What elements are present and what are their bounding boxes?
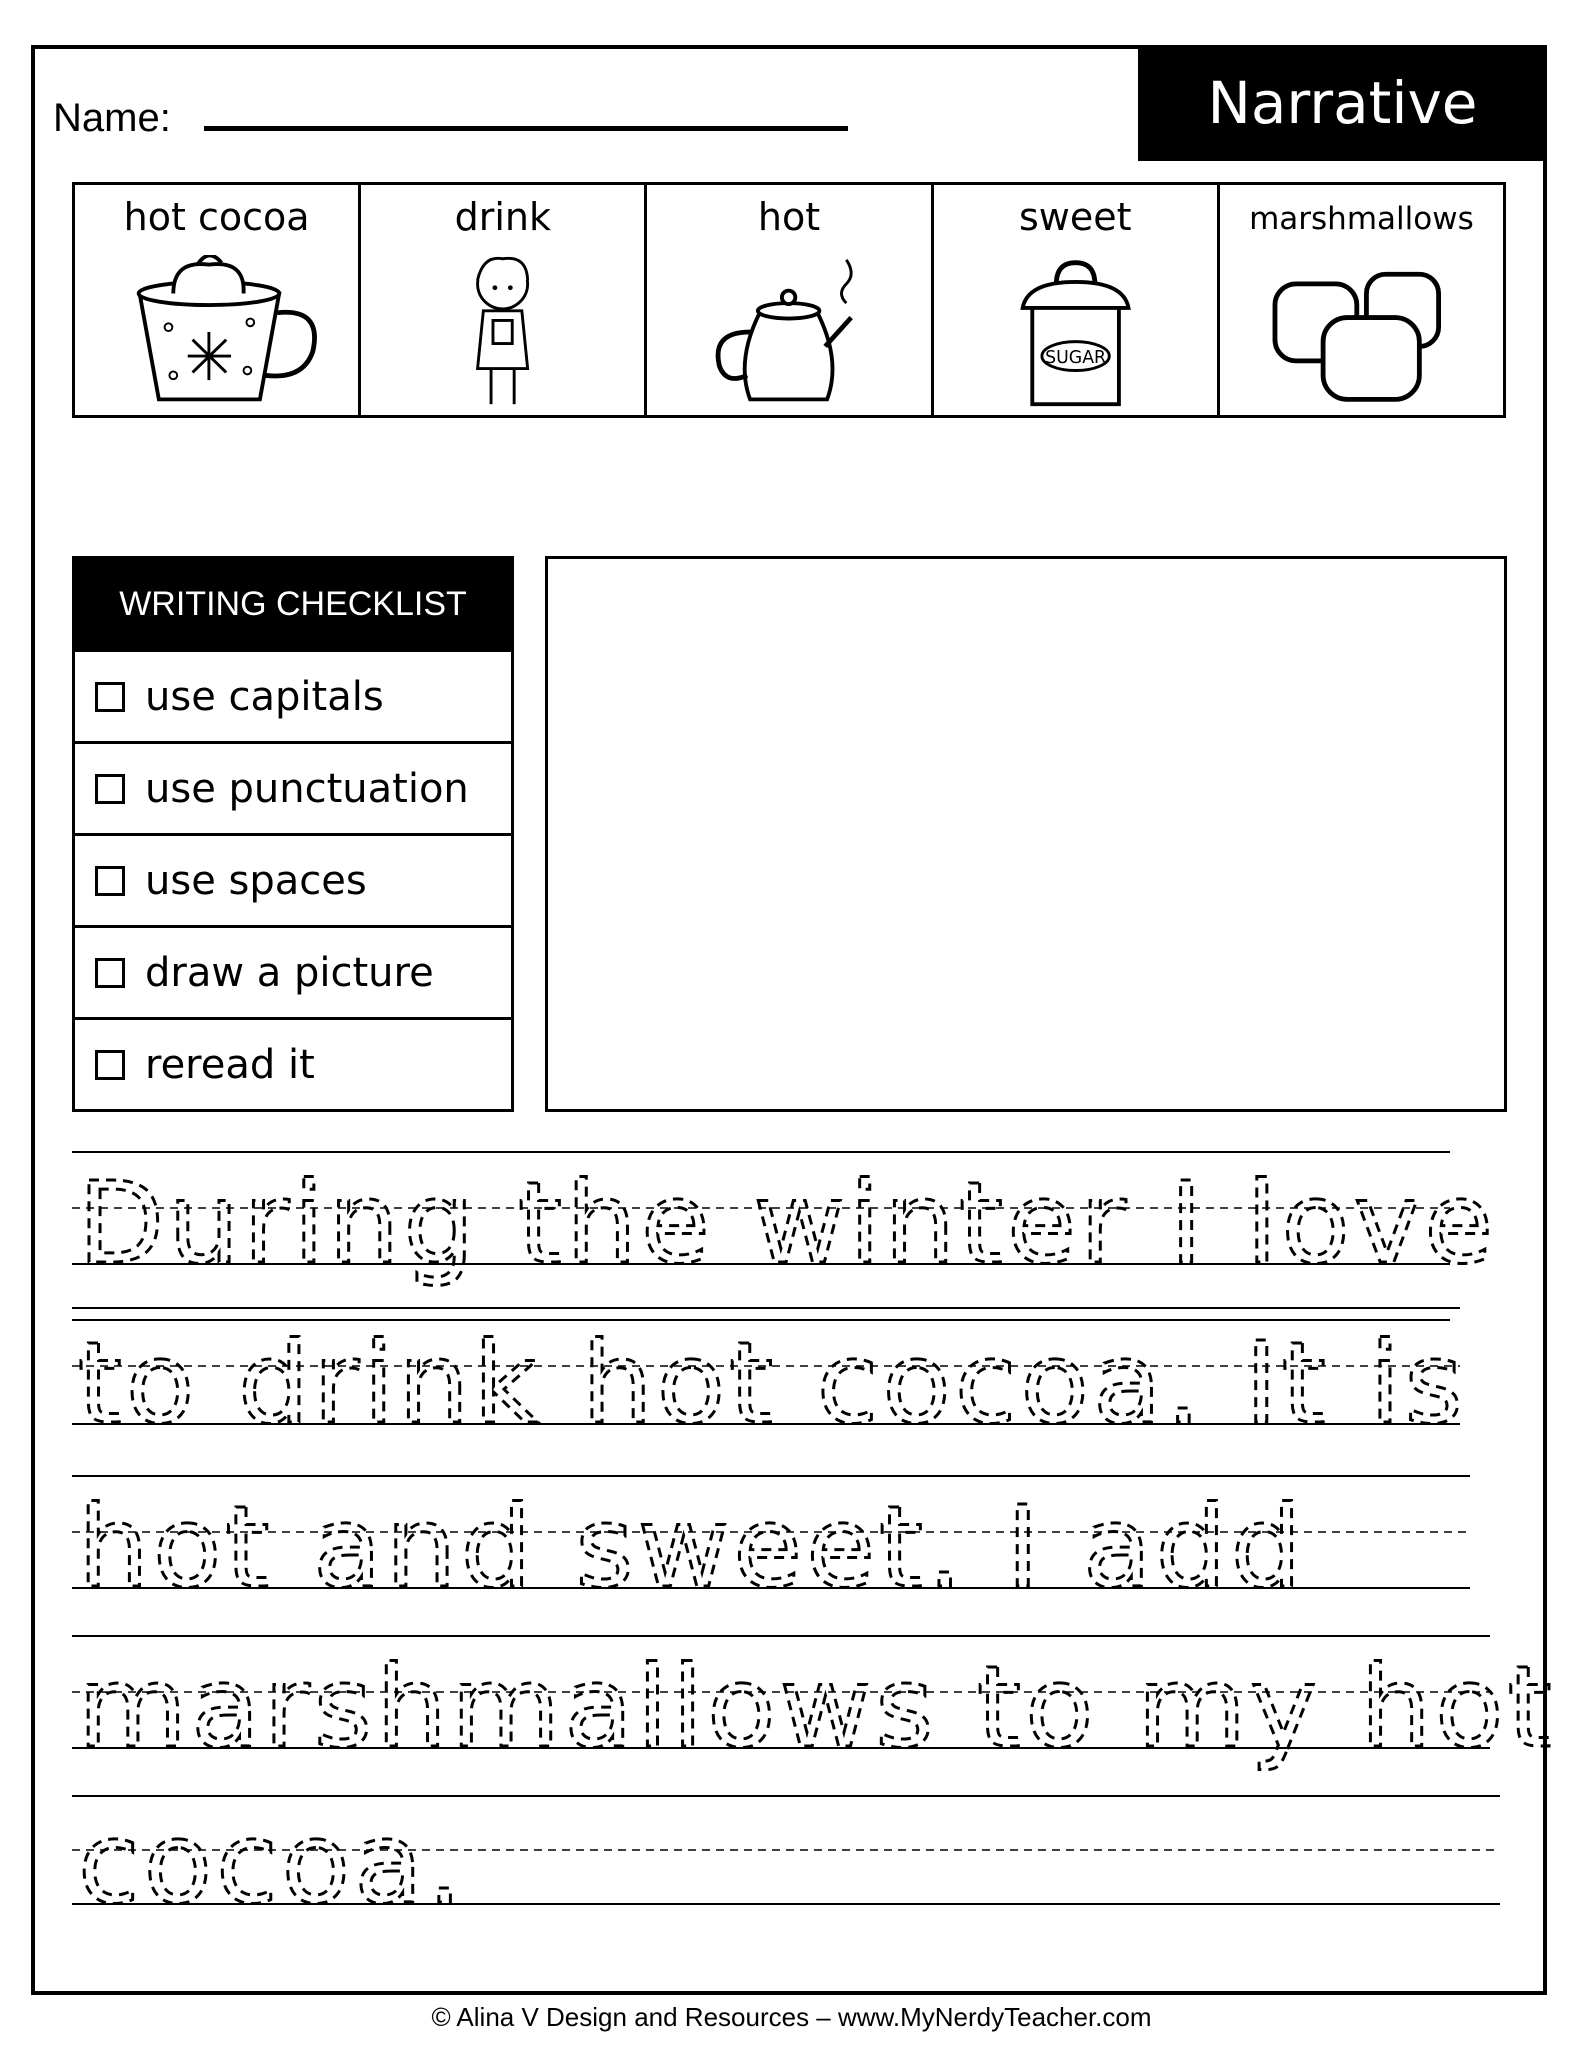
- tracing-line: cocoa.: [78, 1799, 467, 1929]
- copyright-footer: © Alina V Design and Resources – www.MyNerdyTeacher.com: [431, 2002, 1152, 2032]
- drawing-box[interactable]: [545, 556, 1507, 1112]
- vocab-cell-marshmallows: [1220, 185, 1503, 415]
- checklist-title: WRITING CHECKLIST: [75, 559, 511, 649]
- vocabulary-strip: [72, 182, 1506, 418]
- boy-drinking-icon: [361, 255, 644, 409]
- writing-checklist: [72, 556, 514, 1112]
- tracing-line: marshmallows to my hot: [78, 1643, 1556, 1773]
- checklist-item[interactable]: [75, 1017, 511, 1109]
- vocab-cell-sweet: [934, 185, 1220, 415]
- vocab-word: hot cocoa: [123, 195, 310, 239]
- checklist-item-label: use punctuation: [145, 765, 469, 812]
- checklist-item[interactable]: [75, 741, 511, 833]
- tracing-line: hot and sweet. I add: [78, 1483, 1306, 1613]
- vocab-word: sweet: [1018, 195, 1132, 239]
- cocoa-mug-icon: [75, 255, 358, 409]
- name-field[interactable]: [204, 126, 848, 131]
- sugar-jar-icon: [934, 255, 1217, 409]
- vocab-cell-hot: [647, 185, 933, 415]
- checkbox[interactable]: [95, 958, 125, 988]
- vocab-cell-hot-cocoa: [75, 185, 361, 415]
- checklist-item-label: reread it: [145, 1041, 315, 1088]
- checklist-item[interactable]: [75, 925, 511, 1017]
- vocab-word: marshmallows: [1249, 201, 1474, 237]
- checklist-item-label: draw a picture: [145, 949, 434, 996]
- name-label: Name:: [53, 96, 171, 140]
- tracing-line: During the winter I love: [78, 1159, 1498, 1289]
- checkbox[interactable]: [95, 774, 125, 804]
- checklist-item-label: use capitals: [145, 673, 384, 720]
- tracing-line: to drink hot cocoa. It is: [78, 1319, 1467, 1449]
- checkbox[interactable]: [95, 1050, 125, 1080]
- checklist-item-label: use spaces: [145, 857, 367, 904]
- checkbox[interactable]: [95, 682, 125, 712]
- sugar-label: SUGAR: [1044, 347, 1106, 368]
- vocab-cell-drink: [361, 185, 647, 415]
- checkbox[interactable]: [95, 866, 125, 896]
- checklist-item[interactable]: [75, 833, 511, 925]
- teapot-icon: [647, 255, 930, 409]
- checklist-item[interactable]: [75, 649, 511, 741]
- marshmallows-icon: [1220, 255, 1503, 409]
- vocab-word: hot: [757, 195, 821, 239]
- vocab-word: drink: [454, 195, 551, 239]
- page-title: Narrative: [1138, 45, 1547, 161]
